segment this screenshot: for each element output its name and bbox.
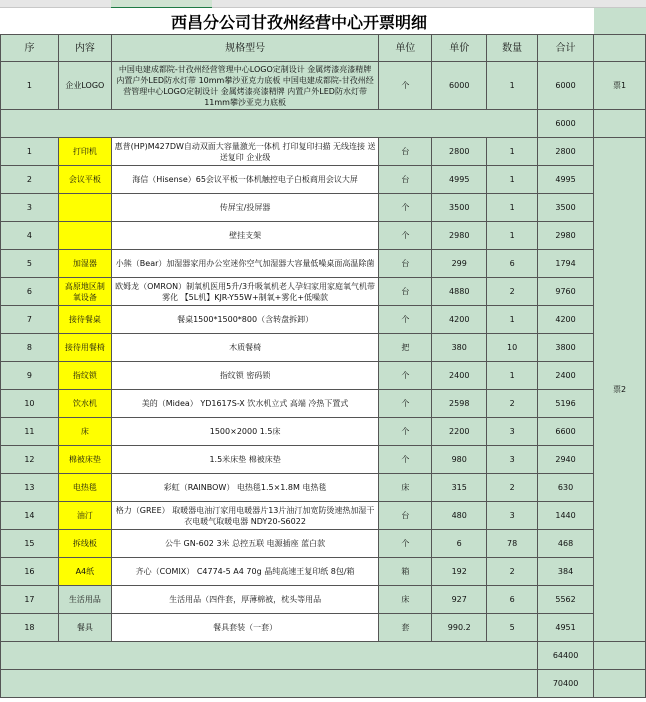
ticket2-subtotal[interactable]: 64400 xyxy=(538,642,594,670)
cell-price[interactable]: 299 xyxy=(432,250,487,278)
cell-total[interactable]: 6600 xyxy=(538,418,594,446)
cell-seq[interactable]: 18 xyxy=(1,614,59,642)
cell-content[interactable]: 会议平板 xyxy=(58,166,111,194)
cell-unit[interactable]: 把 xyxy=(379,334,432,362)
cell-price[interactable]: 990.2 xyxy=(432,614,487,642)
side-cell[interactable] xyxy=(594,670,646,698)
cell-unit[interactable]: 床 xyxy=(379,474,432,502)
cell-qty[interactable]: 3 xyxy=(487,446,538,474)
cell-qty[interactable]: 1 xyxy=(487,138,538,166)
cell-spec[interactable]: 格力（GREE） 取暖器电油汀家用电暖器片13片油汀加宽防烫速热加湿干衣电暖气取暖电器 NDY20-S6022 xyxy=(111,502,379,530)
header-price[interactable]: 单价 xyxy=(432,35,487,62)
cell-content[interactable]: 企业LOGO xyxy=(58,62,111,110)
ticket2-subtotal-row xyxy=(1,642,646,670)
cell-total[interactable]: 2980 xyxy=(538,222,594,250)
cell-spec[interactable]: 木质餐椅 xyxy=(111,334,379,362)
table-row xyxy=(1,250,646,278)
cell-total[interactable]: 9760 xyxy=(538,278,594,306)
cell-content[interactable]: A4纸 xyxy=(58,558,111,586)
cell-content[interactable] xyxy=(58,194,111,222)
cell-qty[interactable]: 3 xyxy=(487,418,538,446)
table-row xyxy=(1,194,646,222)
header-total[interactable]: 合计 xyxy=(538,35,594,62)
cell-qty[interactable]: 10 xyxy=(487,334,538,362)
cell-content[interactable] xyxy=(58,222,111,250)
ticket1-subtotal[interactable]: 6000 xyxy=(538,110,594,138)
cell-qty[interactable]: 3 xyxy=(487,502,538,530)
cell-seq[interactable]: 6 xyxy=(1,278,59,306)
cell-spec[interactable]: 海信（Hisense）65会议平板一体机触控电子白板商用会议大屏 xyxy=(111,166,379,194)
cell-unit[interactable]: 个 xyxy=(379,446,432,474)
cell-unit[interactable]: 台 xyxy=(379,166,432,194)
grand-total-row xyxy=(1,670,646,698)
cell-price[interactable]: 192 xyxy=(432,558,487,586)
cell-unit[interactable]: 个 xyxy=(379,418,432,446)
column-header-strip xyxy=(0,0,646,8)
cell-content[interactable]: 床 xyxy=(58,418,111,446)
cell-content[interactable]: 棉被床垫 xyxy=(58,446,111,474)
cell-unit[interactable]: 个 xyxy=(379,362,432,390)
cell-price[interactable]: 315 xyxy=(432,474,487,502)
header-seq[interactable]: 序 xyxy=(1,35,59,62)
cell-qty[interactable]: 6 xyxy=(487,586,538,614)
cell-seq[interactable]: 16 xyxy=(1,558,59,586)
cell-qty[interactable]: 2 xyxy=(487,474,538,502)
cell-spec[interactable]: 1.5米床垫 棉被床垫 xyxy=(111,446,379,474)
table-row xyxy=(1,166,646,194)
cell-seq[interactable]: 10 xyxy=(1,390,59,418)
cell-seq[interactable]: 13 xyxy=(1,474,59,502)
cell-unit[interactable]: 台 xyxy=(379,250,432,278)
table-row xyxy=(1,446,646,474)
cell-seq[interactable]: 12 xyxy=(1,446,59,474)
grand-total-blank[interactable] xyxy=(1,670,538,698)
ticket1-label[interactable]: 票1 xyxy=(594,62,646,110)
cell-content[interactable]: 油汀 xyxy=(58,502,111,530)
cell-content[interactable]: 接待餐桌 xyxy=(58,306,111,334)
cell-unit[interactable]: 套 xyxy=(379,614,432,642)
cell-total[interactable]: 3500 xyxy=(538,194,594,222)
cell-total[interactable]: 4200 xyxy=(538,306,594,334)
cell-content[interactable]: 生活用品 xyxy=(58,586,111,614)
cell-price[interactable]: 2200 xyxy=(432,418,487,446)
cell-unit[interactable]: 个 xyxy=(379,306,432,334)
cell-total[interactable]: 2800 xyxy=(538,138,594,166)
cell-unit[interactable]: 个 xyxy=(379,194,432,222)
header-content[interactable]: 内容 xyxy=(58,35,111,62)
cell-price[interactable]: 2980 xyxy=(432,222,487,250)
table-row xyxy=(1,502,646,530)
cell-spec[interactable]: 欧姆龙（OMRON）制氧机医用5升/3升吸氧机老人孕妇家用家庭氧气机带雾化 【5L机】KJR-Y55W+制氧+雾化+低噪款 xyxy=(111,278,379,306)
title-side-cell[interactable] xyxy=(594,8,646,34)
cell-price[interactable]: 4880 xyxy=(432,278,487,306)
cell-price[interactable]: 927 xyxy=(432,586,487,614)
header-spec[interactable]: 规格型号 xyxy=(111,35,379,62)
table-row xyxy=(1,614,646,642)
ticket2-label[interactable]: 票2 xyxy=(594,138,646,642)
cell-total[interactable]: 630 xyxy=(538,474,594,502)
cell-seq[interactable]: 8 xyxy=(1,334,59,362)
cell-spec[interactable]: 彩虹（RAINBOW） 电热毯1.5×1.8M 电热毯 xyxy=(111,474,379,502)
side-cell[interactable] xyxy=(594,35,646,62)
cell-spec[interactable]: 指纹锁 密码锁 xyxy=(111,362,379,390)
cell-unit[interactable]: 个 xyxy=(379,390,432,418)
cell-spec[interactable]: 壁挂支架 xyxy=(111,222,379,250)
header-qty[interactable]: 数量 xyxy=(487,35,538,62)
cell-seq[interactable]: 3 xyxy=(1,194,59,222)
cell-unit[interactable]: 台 xyxy=(379,502,432,530)
table-row xyxy=(1,222,646,250)
cell-spec[interactable]: 惠普(HP)M427DW自动双面大容量激光一体机 打印复印扫描 无线连接 送送复印 企业级 xyxy=(111,138,379,166)
cell-unit[interactable]: 个 xyxy=(379,62,432,110)
table-row xyxy=(1,138,646,166)
table-row xyxy=(1,334,646,362)
cell-price[interactable]: 6000 xyxy=(432,62,487,110)
cell-qty[interactable]: 5 xyxy=(487,614,538,642)
cell-seq[interactable]: 7 xyxy=(1,306,59,334)
header-row xyxy=(1,35,646,62)
cell-spec[interactable]: 小熊（Bear）加湿器家用办公室迷你空气加湿器大容量低噪桌面高温除菌 xyxy=(111,250,379,278)
cell-seq[interactable]: 11 xyxy=(1,418,59,446)
cell-qty[interactable]: 2 xyxy=(487,390,538,418)
subtotal-blank[interactable] xyxy=(1,642,538,670)
side-cell[interactable] xyxy=(594,642,646,670)
cell-qty[interactable]: 1 xyxy=(487,306,538,334)
cell-price[interactable]: 4200 xyxy=(432,306,487,334)
cell-qty[interactable]: 1 xyxy=(487,222,538,250)
cell-content[interactable]: 饮水机 xyxy=(58,390,111,418)
cell-spec[interactable]: 餐桌1500*1500*800（含转盘拆卸） xyxy=(111,306,379,334)
cell-content[interactable]: 接待用餐椅 xyxy=(58,334,111,362)
cell-seq[interactable]: 5 xyxy=(1,250,59,278)
cell-seq[interactable]: 4 xyxy=(1,222,59,250)
cell-total[interactable]: 5196 xyxy=(538,390,594,418)
cell-qty[interactable]: 1 xyxy=(487,62,538,110)
table-row xyxy=(1,306,646,334)
cell-qty[interactable]: 1 xyxy=(487,194,538,222)
cell-price[interactable]: 6 xyxy=(432,530,487,558)
cell-content[interactable]: 加湿器 xyxy=(58,250,111,278)
table-row xyxy=(1,362,646,390)
table-row xyxy=(1,558,646,586)
cell-total[interactable]: 5562 xyxy=(538,586,594,614)
cell-qty[interactable]: 2 xyxy=(487,558,538,586)
cell-content[interactable]: 高原地区制氧设备 xyxy=(58,278,111,306)
cell-total[interactable]: 6000 xyxy=(538,62,594,110)
cell-total[interactable]: 468 xyxy=(538,530,594,558)
subtotal-blank[interactable] xyxy=(1,110,538,138)
cell-price[interactable]: 2598 xyxy=(432,390,487,418)
cell-spec[interactable]: 1500×2000 1.5床 xyxy=(111,418,379,446)
cell-qty[interactable]: 1 xyxy=(487,362,538,390)
cell-price[interactable]: 2400 xyxy=(432,362,487,390)
table-row xyxy=(1,474,646,502)
cell-price[interactable]: 3500 xyxy=(432,194,487,222)
table-row xyxy=(1,390,646,418)
cell-total[interactable]: 2400 xyxy=(538,362,594,390)
ticket1-row xyxy=(1,62,646,110)
cell-unit[interactable]: 床 xyxy=(379,586,432,614)
cell-content[interactable]: 打印机 xyxy=(58,138,111,166)
cell-seq[interactable]: 1 xyxy=(1,138,59,166)
cell-qty[interactable]: 6 xyxy=(487,250,538,278)
sheet-title: 西昌分公司甘孜州经营中心开票明细 xyxy=(4,8,594,34)
cell-spec[interactable]: 中国电建成都院-甘孜州经营管理中心LOGO定制设计 金属烤漆亮漆精牌 内置户外LED防水灯带 10mm攀沙亚克力底板 中国电建成都院-甘孜州经营管理中心LOGO定制设计 金属烤漆亮漆精牌 内置户外LED防水灯带 11mm攀沙亚克力底板 xyxy=(111,62,379,110)
cell-price[interactable]: 4995 xyxy=(432,166,487,194)
header-unit[interactable]: 单位 xyxy=(379,35,432,62)
cell-total[interactable]: 1794 xyxy=(538,250,594,278)
cell-spec[interactable]: 美的（Midea） YD1617S-X 饮水机立式 高端 冷热下置式 xyxy=(111,390,379,418)
cell-seq[interactable]: 1 xyxy=(1,62,59,110)
cell-total[interactable]: 384 xyxy=(538,558,594,586)
cell-price[interactable]: 2800 xyxy=(432,138,487,166)
cell-spec[interactable]: 生活用品（四件套，厚薄棉被，枕头等用品 xyxy=(111,586,379,614)
cell-seq[interactable]: 2 xyxy=(1,166,59,194)
cell-unit[interactable]: 台 xyxy=(379,278,432,306)
table-row xyxy=(1,278,646,306)
cell-content[interactable]: 餐具 xyxy=(58,614,111,642)
invoice-table xyxy=(0,34,646,698)
cell-total[interactable]: 4951 xyxy=(538,614,594,642)
cell-unit[interactable]: 个 xyxy=(379,222,432,250)
cell-content[interactable]: 电热毯 xyxy=(58,474,111,502)
cell-unit[interactable]: 台 xyxy=(379,138,432,166)
cell-content[interactable]: 拆线板 xyxy=(58,530,111,558)
cell-price[interactable]: 980 xyxy=(432,446,487,474)
cell-total[interactable]: 2940 xyxy=(538,446,594,474)
side-cell[interactable] xyxy=(594,110,646,138)
table-row xyxy=(1,530,646,558)
cell-total[interactable]: 4995 xyxy=(538,166,594,194)
cell-spec[interactable]: 公牛 GN-602 3米 总控五联 电源插座 蓝白款 xyxy=(111,530,379,558)
cell-content[interactable]: 指纹锁 xyxy=(58,362,111,390)
cell-seq[interactable]: 14 xyxy=(1,502,59,530)
grand-total[interactable]: 70400 xyxy=(538,670,594,698)
table-row xyxy=(1,586,646,614)
cell-unit[interactable]: 个 xyxy=(379,530,432,558)
cell-spec[interactable]: 传屏宝/投屏器 xyxy=(111,194,379,222)
cell-price[interactable]: 480 xyxy=(432,502,487,530)
cell-seq[interactable]: 17 xyxy=(1,586,59,614)
ticket1-subtotal-row xyxy=(1,110,646,138)
cell-qty[interactable]: 78 xyxy=(487,530,538,558)
cell-unit[interactable]: 箱 xyxy=(379,558,432,586)
cell-total[interactable]: 3800 xyxy=(538,334,594,362)
cell-seq[interactable]: 15 xyxy=(1,530,59,558)
cell-qty[interactable]: 1 xyxy=(487,166,538,194)
cell-seq[interactable]: 9 xyxy=(1,362,59,390)
cell-price[interactable]: 380 xyxy=(432,334,487,362)
cell-total[interactable]: 1440 xyxy=(538,502,594,530)
cell-qty[interactable]: 2 xyxy=(487,278,538,306)
cell-spec[interactable]: 齐心（COMIX） C4774-5 A4 70g 晶纯高速王复印纸 8包/箱 xyxy=(111,558,379,586)
cell-spec[interactable]: 餐具套装（一套） xyxy=(111,614,379,642)
table-row xyxy=(1,418,646,446)
